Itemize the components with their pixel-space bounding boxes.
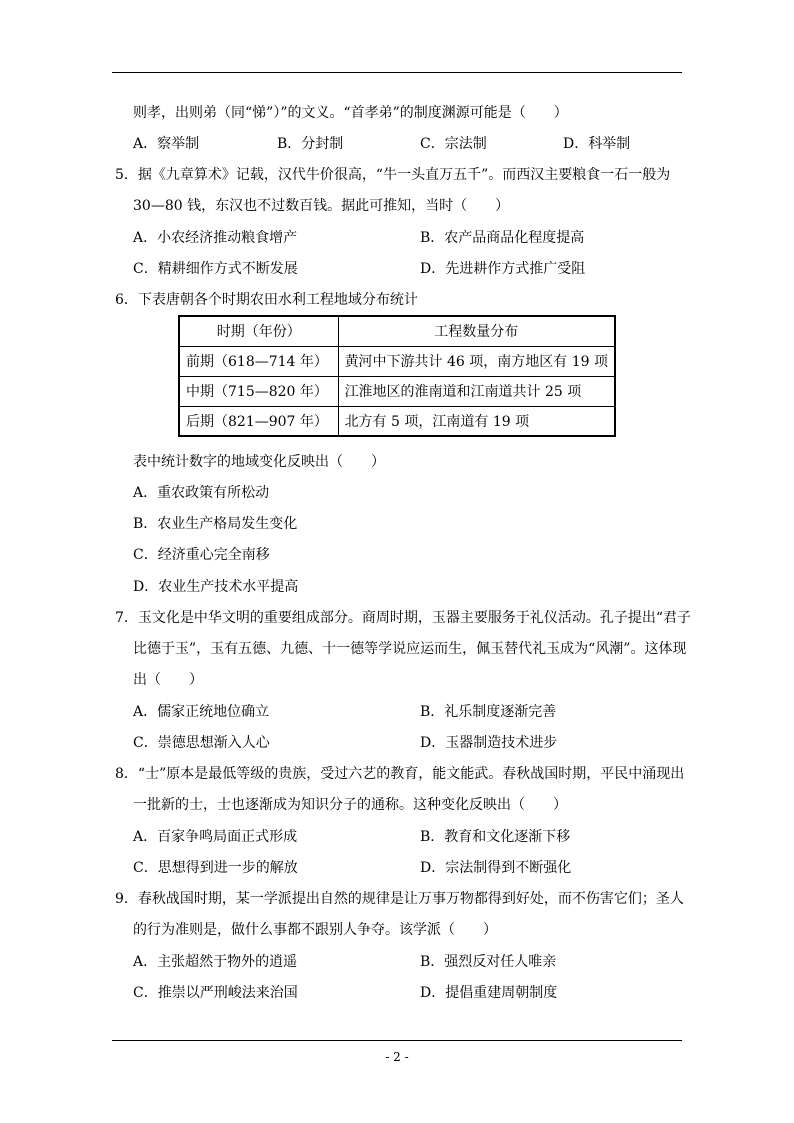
- q4-option-d: D．科举制: [563, 136, 631, 152]
- q8-stem-line1: 8．“士”原本是最低等级的贵族，受过六艺的教育，能文能武。春秋战国时期，平民中涌现出: [115, 766, 685, 782]
- table-header-row: [179, 316, 615, 346]
- q9-option-a: A．主张超然于物外的逍遥: [133, 954, 298, 970]
- q8-option-b: B．教育和文化逐渐下移: [420, 829, 571, 845]
- q5-option-d: D．先进耕作方式推广受阻: [420, 261, 586, 277]
- q5-stem-line2: 30—80 钱，东汉也不过数百钱。据此可推知，当时（ ）: [133, 198, 510, 214]
- q4-stem-continued: 则孝，出则弟（同“悌”）”的文义。“首孝弟”的制度渊源可能是（ ）: [133, 105, 568, 121]
- q9-option-b: B．强烈反对任人唯亲: [420, 954, 557, 970]
- table-cell-period: 前期（618—714 年）: [179, 346, 338, 376]
- table-header-distribution: 工程数量分布: [338, 316, 615, 346]
- table-cell-distribution: 北方有 5 项，江南道有 19 项: [338, 406, 615, 436]
- q6-stem-line1: 6．下表唐朝各个时期农田水利工程地域分布统计: [115, 292, 418, 308]
- q8-option-d: D．宗法制得到不断强化: [420, 860, 572, 876]
- q6-option-b: B．农业生产格局发生变化: [133, 516, 298, 532]
- q7-stem-line2: 比德于玉”，玉有五德、九德、十一德等学说应运而生，佩玉替代礼玉成为“风潮”。这体现: [133, 641, 687, 657]
- q7-option-c: C．崇德思想渐入人心: [133, 735, 270, 751]
- table-row: [179, 346, 615, 376]
- header-rule: [112, 72, 682, 73]
- footer-rule: [112, 1040, 682, 1041]
- q5-option-c: C．精耕细作方式不断发展: [133, 261, 298, 277]
- page-number: - 2 -: [385, 1050, 409, 1064]
- q8-option-c: C．思想得到进一步的解放: [133, 860, 298, 876]
- table-cell-distribution: 江淮地区的淮南道和江南道共计 25 项: [338, 376, 615, 406]
- q7-stem-line3: 出（ ）: [133, 672, 203, 688]
- q6-option-d: D．农业生产技术水平提高: [133, 579, 299, 595]
- q6-stem-line2: 表中统计数字的地域变化反映出（ ）: [133, 454, 385, 470]
- q4-option-b: B．分封制: [277, 136, 344, 152]
- table-cell-period: 中期（715—820 年）: [179, 376, 338, 406]
- table-header-period: 时期（年份）: [179, 316, 338, 346]
- irrigation-table: [178, 315, 616, 437]
- q8-stem-line2: 一批新的士，士也逐渐成为知识分子的通称。这种变化反映出（ ）: [133, 797, 567, 813]
- table-cell-distribution: 黄河中下游共计 46 项，南方地区有 19 项: [338, 346, 615, 376]
- q9-stem-line2: 的行为准则是，做什么事都不跟别人争夺。该学派（ ）: [133, 922, 497, 938]
- q5-stem-line1: 5．据《九章算术》记载，汉代牛价很高，“牛一头直万五千”。而西汉主要粮食一石一般为: [115, 167, 671, 183]
- q5-option-b: B．农产品商品化程度提高: [420, 230, 585, 246]
- table-cell-period: 后期（821—907 年）: [179, 406, 338, 436]
- q9-option-d: D．提倡重建周朝制度: [420, 985, 558, 1001]
- q9-option-c: C．推崇以严刑峻法来治国: [133, 985, 298, 1001]
- q4-option-c: C．宗法制: [420, 136, 487, 152]
- q9-stem-line1: 9．春秋战国时期，某一学派提出自然的规律是让万事万物都得到好处，而不伤害它们；圣人: [115, 891, 684, 907]
- q8-option-a: A．百家争鸣局面正式形成: [133, 829, 298, 845]
- q6-option-c: C．经济重心完全南移: [133, 547, 270, 563]
- table-row: [179, 376, 615, 406]
- q6-option-a: A．重农政策有所松动: [133, 485, 270, 501]
- q7-option-a: A．儒家正统地位确立: [133, 704, 270, 720]
- q4-option-a: A．察举制: [133, 136, 200, 152]
- q7-option-b: B．礼乐制度逐渐完善: [420, 704, 557, 720]
- q7-option-d: D．玉器制造技术进步: [420, 735, 558, 751]
- table-row: [179, 406, 615, 436]
- q5-option-a: A．小农经济推动粮食增产: [133, 230, 298, 246]
- q7-stem-line1: 7．玉文化是中华文明的重要组成部分。商周时期，玉器主要服务于礼仪活动。孔子提出“君子: [115, 610, 692, 626]
